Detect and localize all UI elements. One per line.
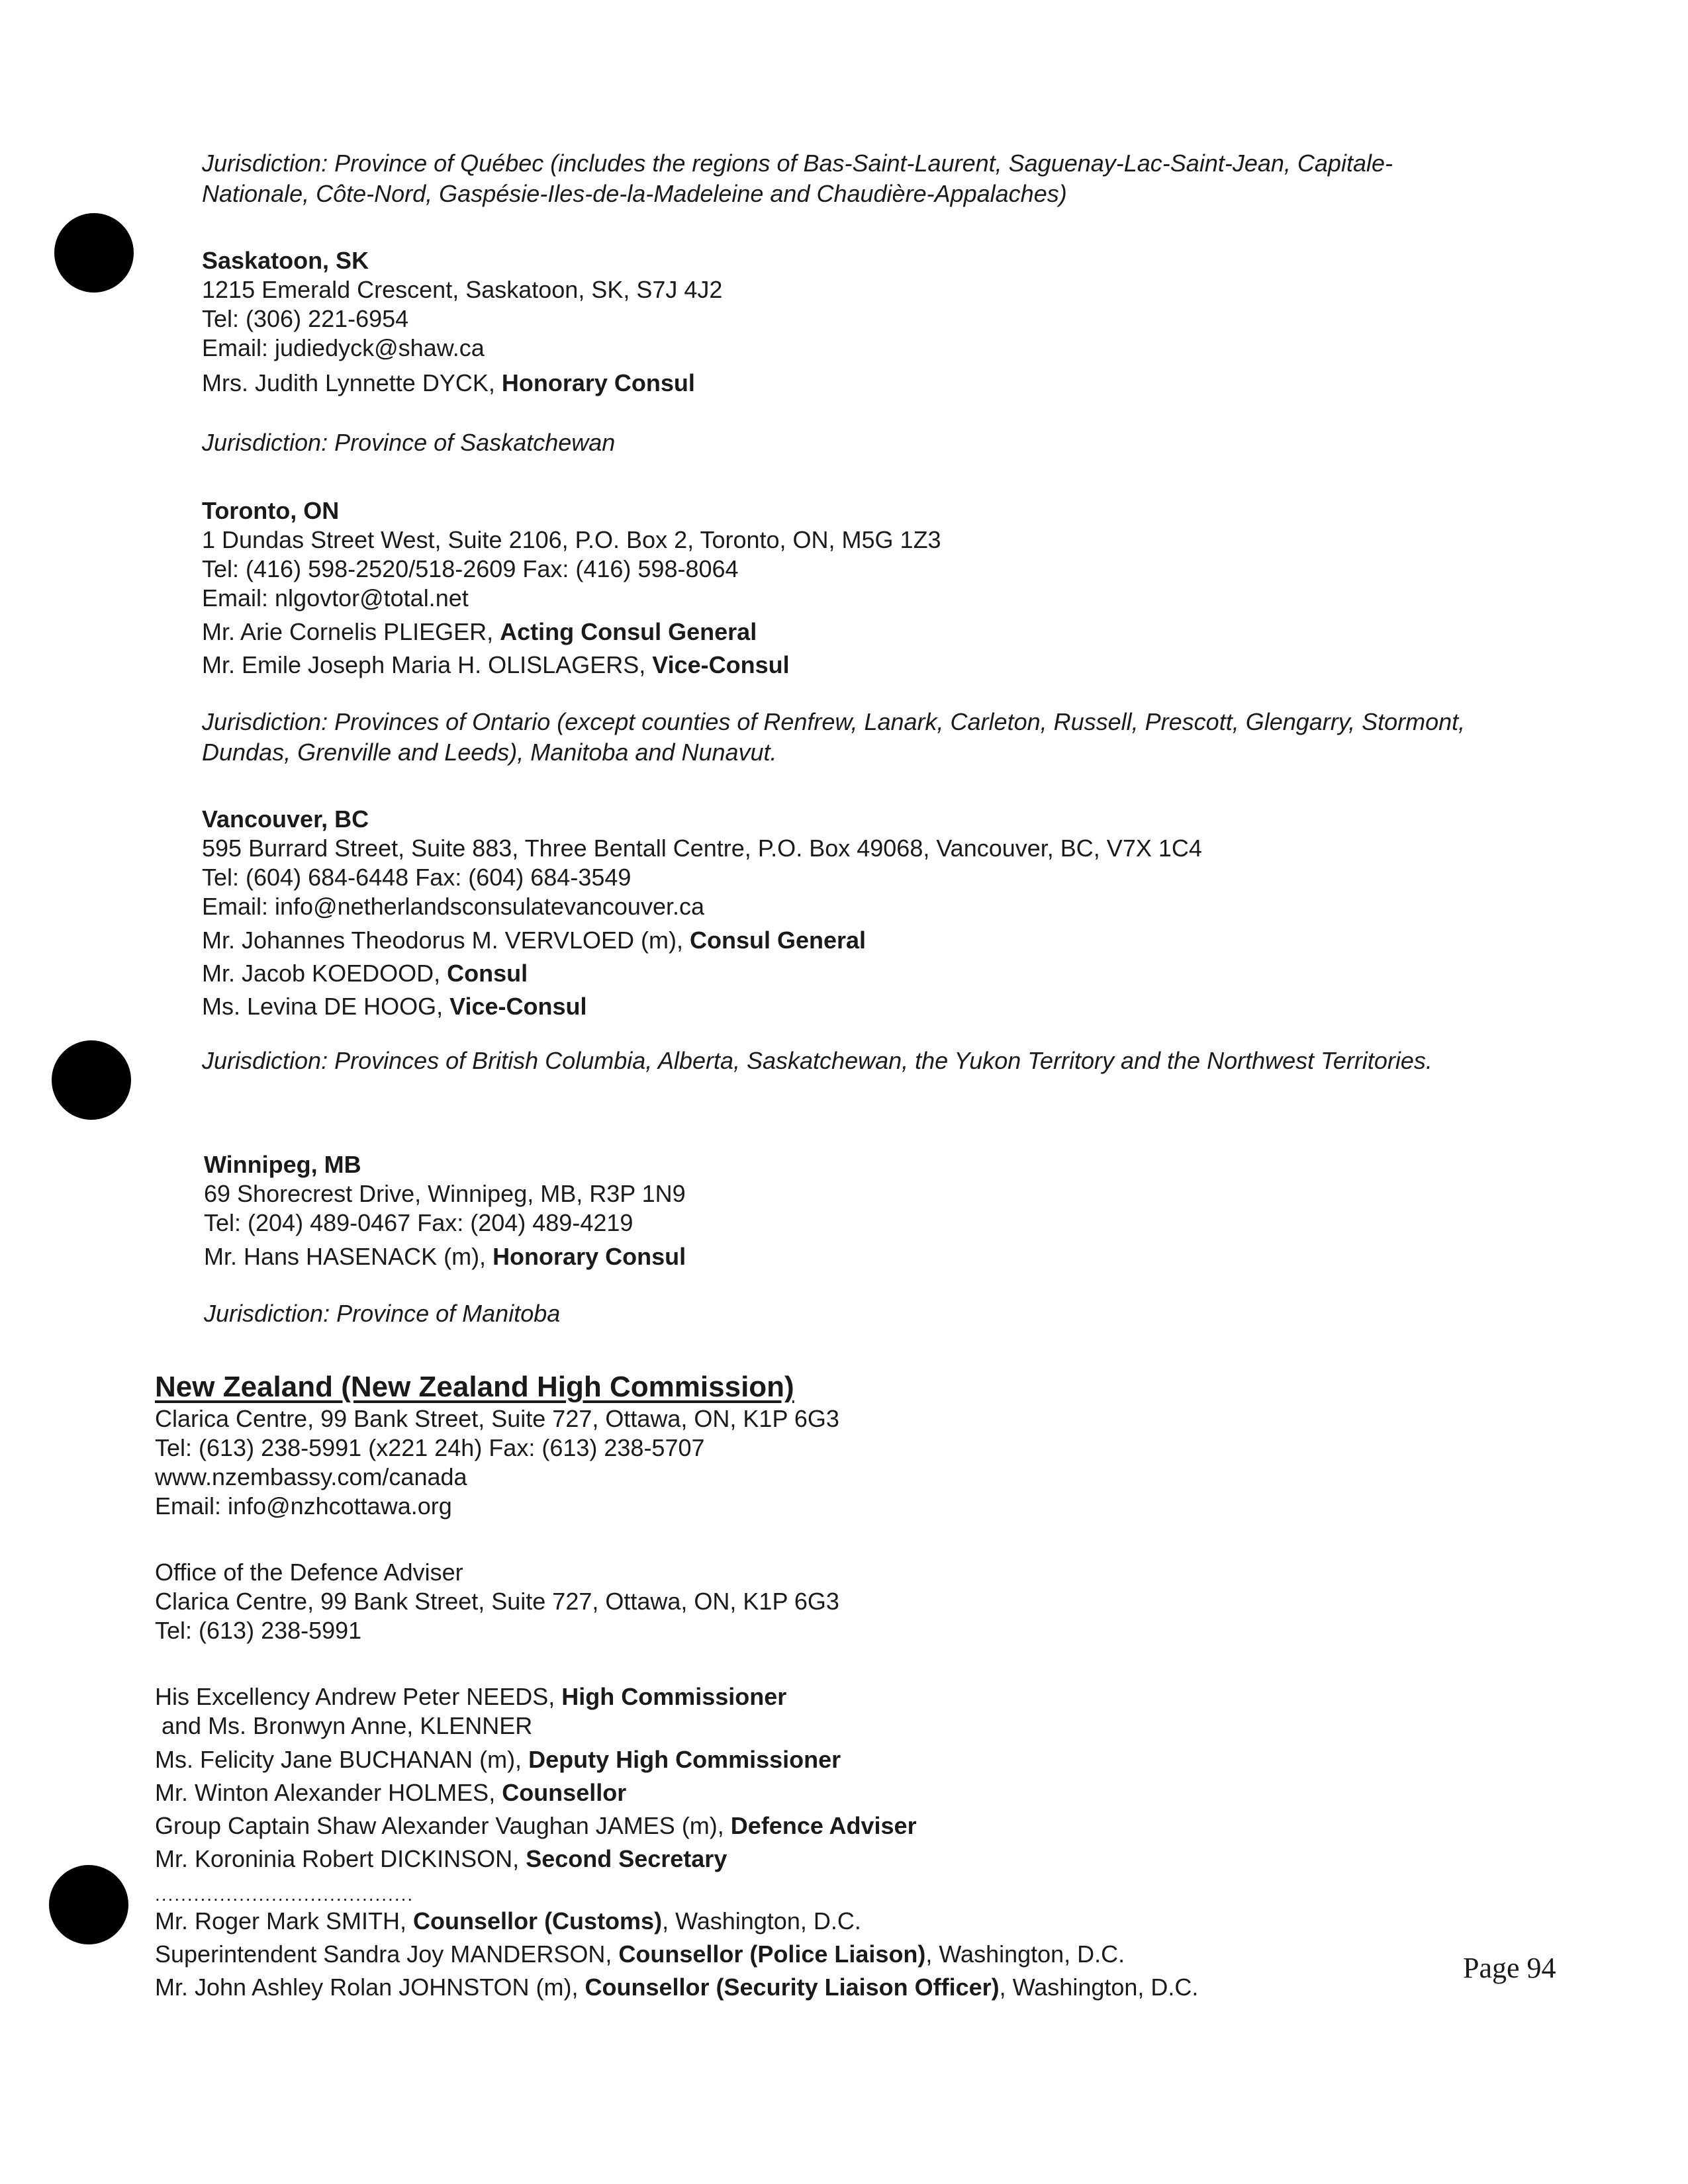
head-of-mission [155, 1682, 1198, 1711]
head-spouse: and Ms. Bronwyn Anne, KLENNER [155, 1712, 533, 1739]
telephone: Tel: (416) 598-2520/518-2609 Fax: (416) 598-8064 [202, 555, 739, 582]
person-entry [155, 1743, 1198, 1776]
person-entry [202, 957, 1432, 990]
website: www.nzembassy.com/canada [155, 1463, 467, 1490]
person-title: Honorary Consul [501, 369, 695, 396]
email: Email: nlgovtor@total.net [202, 584, 469, 612]
person-title: High Commissioner [561, 1683, 787, 1710]
person-name: Mr. John Ashley Rolan JOHNSTON (m), [155, 1974, 585, 2001]
person-location: , Washington, D.C. [662, 1907, 861, 1934]
telephone: Tel: (604) 684-6448 Fax: (604) 684-3549 [202, 864, 632, 891]
defence-office-address: Clarica Centre, 99 Bank Street, Suite 727, Ottawa, ON, K1P 6G3 [155, 1588, 839, 1615]
person-name: Mr. Hans HASENACK (m), [204, 1243, 493, 1270]
person-name: Mr. Arie Cornelis PLIEGER, [202, 618, 500, 645]
person-name: Mr. Johannes Theodorus M. VERVLOED (m), [202, 927, 690, 954]
person-name: Mr. Koroninia Robert DICKINSON, [155, 1845, 526, 1872]
person-title: Vice-Consul [449, 993, 587, 1020]
person-entry [202, 367, 722, 400]
person-entry [155, 1776, 1198, 1809]
new-zealand-section [155, 1370, 1198, 2004]
address: 69 Shorecrest Drive, Winnipeg, MB, R3P 1N9 [204, 1180, 686, 1207]
address: 595 Burrard Street, Suite 883, Three Bentall Centre, P.O. Box 49068, Vancouver, BC, V7X 1C4 [202, 835, 1202, 862]
telephone: Tel: (204) 489-0467 Fax: (204) 489-4219 [204, 1209, 633, 1236]
jurisdiction: Jurisdiction: Province of Saskatchewan [202, 429, 616, 456]
person-name: Ms. Levina DE HOOG, [202, 993, 450, 1020]
city-heading: Saskatoon, SK [202, 247, 369, 274]
person-name: Ms. Felicity Jane BUCHANAN (m), [155, 1746, 529, 1773]
telephone: Tel: (306) 221-6954 [202, 305, 409, 332]
email: Email: info@netherlandsconsulatevancouver.ca [202, 893, 704, 920]
person-title: Counsellor (Customs) [413, 1907, 663, 1934]
jurisdiction: Jurisdiction: Provinces of British Columbia, Alberta, Saskatchewan, the Yukon Territory and the Northwest Territories. [202, 1047, 1432, 1074]
person-title: Honorary Consul [492, 1243, 686, 1270]
email: Email: judiedyck@shaw.ca [202, 334, 485, 361]
page-number: Page 94 [1463, 1952, 1556, 1984]
punch-hole-bottom [49, 1865, 128, 1944]
jurisdiction-line: Nationale, Côte-Nord, Gaspésie-Iles-de-la-Madeleine and Chaudière-Appalaches) [202, 180, 1067, 207]
city-heading: Winnipeg, MB [204, 1151, 361, 1178]
person-title: Counsellor [502, 1779, 627, 1806]
jurisdiction-line: Jurisdiction: Province of Québec (includes the regions of Bas-Saint-Laurent, Saguenay-Lac-Saint-Jean, Capitale- [202, 150, 1393, 177]
person-name: Superintendent Sandra Joy MANDERSON, [155, 1940, 619, 1968]
washington-entry [155, 1938, 1198, 1971]
vancouver-section [202, 805, 1432, 1076]
person-name: His Excellency Andrew Peter NEEDS, [155, 1683, 562, 1710]
person-location: , Washington, D.C. [999, 1974, 1199, 2001]
jurisdiction: Jurisdiction: Province of Manitoba [204, 1300, 561, 1327]
city-heading: Toronto, ON [202, 497, 340, 524]
person-entry [202, 615, 1465, 649]
city-heading: Vancouver, BC [202, 805, 369, 833]
person-entry [202, 990, 1432, 1023]
quebec-jurisdiction [202, 148, 1393, 209]
toronto-section [202, 496, 1465, 768]
person-title: Acting Consul General [500, 618, 757, 645]
defence-office-telephone: Tel: (613) 238-5991 [155, 1617, 362, 1644]
person-title: Counsellor (Security Liaison Officer) [585, 1974, 1000, 2001]
washington-entry [155, 1905, 1198, 1938]
person-name: Mrs. Judith Lynnette DYCK, [202, 369, 502, 396]
person-name: Group Captain Shaw Alexander Vaughan JAMES (m), [155, 1812, 731, 1839]
person-entry [202, 649, 1465, 682]
address: 1215 Emerald Crescent, Saskatoon, SK, S7J 4J2 [202, 276, 723, 303]
person-title: Counsellor (Police Liaison) [618, 1940, 926, 1968]
country-heading: New Zealand (New Zealand High Commission) [155, 1371, 794, 1403]
person-entry [155, 1843, 1198, 1876]
person-entry [155, 1809, 1198, 1843]
jurisdiction-line: Jurisdiction: Provinces of Ontario (except counties of Renfrew, Lanark, Carleton, Russell, Prescott, Glengarry, Stormont, [202, 708, 1466, 735]
telephone: Tel: (613) 238-5991 (x221 24h) Fax: (613) 238-5707 [155, 1434, 705, 1461]
email: Email: info@nzhcottawa.org [155, 1492, 452, 1520]
person-title: Defence Adviser [730, 1812, 917, 1839]
dotted-separator: ........................................ [155, 1884, 414, 1905]
person-entry [204, 1240, 686, 1273]
address: 1 Dundas Street West, Suite 2106, P.O. Box 2, Toronto, ON, M5G 1Z3 [202, 526, 941, 553]
person-name: Mr. Jacob KOEDOOD, [202, 960, 447, 987]
person-name: Mr. Emile Joseph Maria H. OLISLAGERS, [202, 651, 653, 678]
punch-hole-top [54, 213, 134, 293]
person-title: Consul [447, 960, 528, 987]
person-title: Second Secretary [526, 1845, 727, 1872]
person-name: Mr. Roger Mark SMITH, [155, 1907, 414, 1934]
person-title: Consul General [689, 927, 867, 954]
defence-office-name: Office of the Defence Adviser [155, 1559, 463, 1586]
washington-entry [155, 1971, 1198, 2004]
jurisdiction-line: Dundas, Grenville and Leeds), Manitoba and Nunavut. [202, 739, 777, 766]
winnipeg-section [204, 1150, 686, 1329]
saskatoon-section [202, 246, 722, 458]
person-name: Mr. Winton Alexander HOLMES, [155, 1779, 502, 1806]
person-entry [202, 924, 1432, 957]
address: Clarica Centre, 99 Bank Street, Suite 727, Ottawa, ON, K1P 6G3 [155, 1405, 839, 1432]
person-title: Vice-Consul [652, 651, 790, 678]
punch-hole-middle [52, 1040, 131, 1120]
person-location: , Washington, D.C. [925, 1940, 1125, 1968]
person-title: Deputy High Commissioner [528, 1746, 841, 1773]
